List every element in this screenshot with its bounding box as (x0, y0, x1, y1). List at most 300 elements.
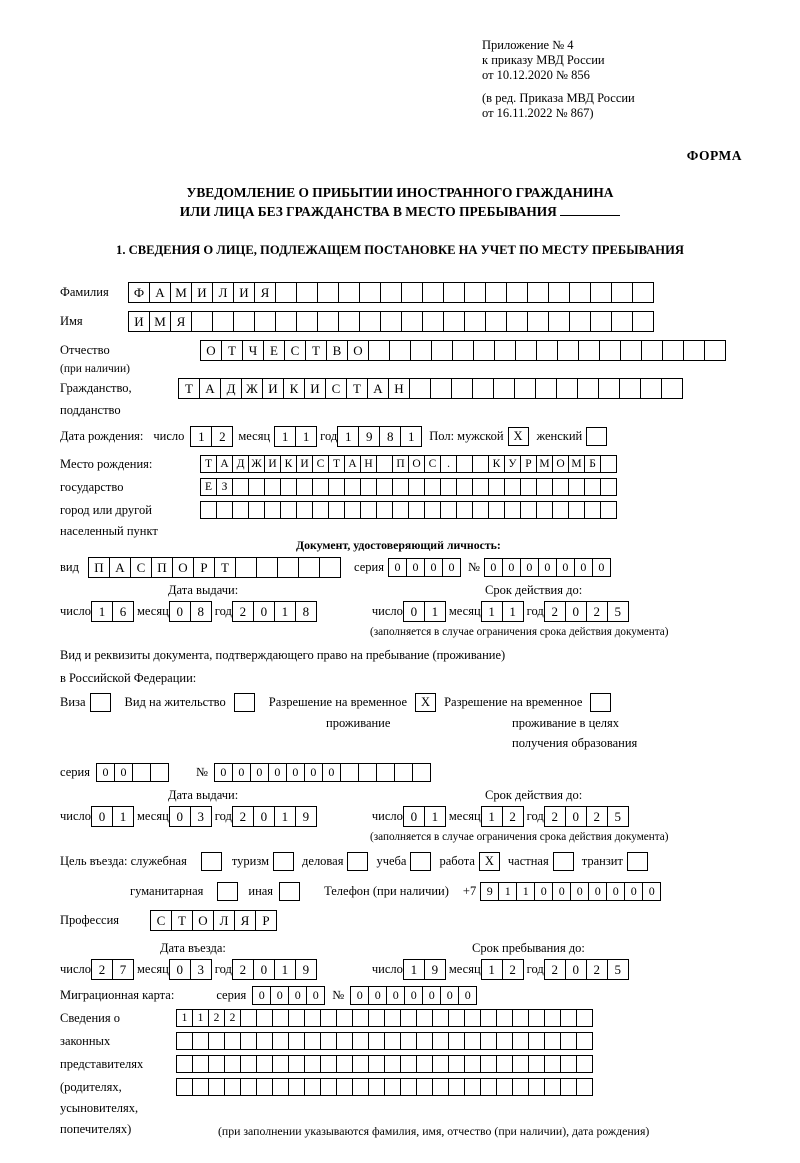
form-cell[interactable] (560, 1009, 577, 1027)
doc-valid-year-cells[interactable] (544, 601, 628, 622)
form-cell[interactable]: 2 (211, 426, 233, 447)
form-cell[interactable] (304, 1032, 321, 1050)
legal-rep-row-1[interactable] (176, 1009, 592, 1027)
form-cell[interactable] (368, 340, 390, 361)
form-cell[interactable] (191, 311, 213, 332)
form-cell[interactable]: 0 (520, 558, 539, 577)
form-cell[interactable] (544, 1032, 561, 1050)
purpose-transit-box[interactable] (627, 852, 648, 871)
form-cell[interactable]: 1 (274, 959, 296, 980)
form-cell[interactable] (288, 1009, 305, 1027)
residence-permit-box[interactable] (234, 693, 255, 712)
stay-series-cells[interactable] (96, 763, 168, 782)
form-cell[interactable] (424, 478, 441, 496)
form-cell[interactable] (632, 311, 654, 332)
form-cell[interactable] (504, 478, 521, 496)
form-cell[interactable] (256, 1078, 273, 1096)
form-cell[interactable]: 2 (586, 806, 608, 827)
form-cell[interactable] (224, 1078, 241, 1096)
purpose-humanitarian-box[interactable] (217, 882, 238, 901)
form-cell[interactable] (569, 311, 591, 332)
form-cell[interactable] (150, 763, 169, 782)
form-cell[interactable] (632, 282, 654, 303)
form-cell[interactable]: 0 (404, 986, 423, 1005)
form-cell[interactable] (400, 1009, 417, 1027)
form-cell[interactable]: 2 (502, 959, 524, 980)
form-cell[interactable]: 1 (403, 959, 425, 980)
form-cell[interactable] (216, 501, 233, 519)
form-cell[interactable]: 0 (538, 558, 557, 577)
form-cell[interactable]: Ч (242, 340, 264, 361)
form-cell[interactable] (256, 1009, 273, 1027)
form-cell[interactable]: 1 (274, 806, 296, 827)
form-cell[interactable] (176, 1032, 193, 1050)
form-cell[interactable]: И (304, 378, 326, 399)
form-cell[interactable] (600, 455, 617, 473)
form-cell[interactable] (512, 1078, 529, 1096)
form-cell[interactable] (576, 1078, 593, 1096)
form-cell[interactable] (496, 1055, 513, 1073)
form-cell[interactable] (408, 501, 425, 519)
form-cell[interactable]: К (488, 455, 505, 473)
form-cell[interactable]: С (424, 455, 441, 473)
form-cell[interactable]: И (264, 455, 281, 473)
form-cell[interactable] (368, 1032, 385, 1050)
purpose-service-box[interactable] (201, 852, 222, 871)
form-cell[interactable] (240, 1055, 257, 1073)
form-cell[interactable] (320, 1032, 337, 1050)
form-cell[interactable] (432, 1055, 449, 1073)
form-cell[interactable] (584, 501, 601, 519)
form-cell[interactable] (512, 1032, 529, 1050)
form-cell[interactable] (380, 311, 402, 332)
form-cell[interactable] (376, 501, 393, 519)
form-cell[interactable] (611, 282, 633, 303)
form-cell[interactable]: П (88, 557, 110, 578)
form-cell[interactable] (600, 478, 617, 496)
form-cell[interactable] (392, 501, 409, 519)
form-cell[interactable] (590, 282, 612, 303)
patronymic-cells[interactable] (200, 340, 725, 361)
form-cell[interactable]: Т (178, 378, 200, 399)
visa-box[interactable] (90, 693, 111, 712)
form-cell[interactable]: О (172, 557, 194, 578)
form-cell[interactable]: 0 (458, 986, 477, 1005)
legal-rep-row-3[interactable] (176, 1055, 592, 1073)
form-cell[interactable] (430, 378, 452, 399)
form-cell[interactable] (359, 282, 381, 303)
form-cell[interactable]: 0 (250, 763, 269, 782)
form-cell[interactable]: Е (200, 478, 217, 496)
form-cell[interactable]: 8 (379, 426, 401, 447)
form-cell[interactable]: 0 (556, 558, 575, 577)
form-cell[interactable] (456, 501, 473, 519)
form-cell[interactable] (422, 311, 444, 332)
form-cell[interactable]: 0 (565, 601, 587, 622)
form-cell[interactable]: С (325, 378, 347, 399)
form-cell[interactable]: Р (193, 557, 215, 578)
form-cell[interactable]: 1 (502, 601, 524, 622)
form-cell[interactable] (480, 1078, 497, 1096)
form-cell[interactable] (401, 282, 423, 303)
form-cell[interactable] (232, 501, 249, 519)
stay-valid-day-cells[interactable] (403, 806, 445, 827)
form-cell[interactable] (535, 378, 557, 399)
form-cell[interactable] (304, 1078, 321, 1096)
form-cell[interactable] (408, 478, 425, 496)
form-cell[interactable]: Т (171, 910, 193, 931)
form-cell[interactable] (464, 1032, 481, 1050)
form-cell[interactable]: Ж (241, 378, 263, 399)
form-cell[interactable] (443, 311, 465, 332)
form-cell[interactable]: 0 (286, 763, 305, 782)
form-cell[interactable] (317, 282, 339, 303)
form-cell[interactable]: 3 (190, 959, 212, 980)
citizenship-cells[interactable] (178, 378, 682, 399)
mc-number-cells[interactable] (350, 986, 476, 1005)
form-cell[interactable]: . (440, 455, 457, 473)
form-cell[interactable]: 3 (190, 806, 212, 827)
form-cell[interactable] (520, 478, 537, 496)
form-cell[interactable] (548, 282, 570, 303)
form-cell[interactable] (208, 1032, 225, 1050)
form-cell[interactable] (472, 501, 489, 519)
form-cell[interactable] (464, 1009, 481, 1027)
form-cell[interactable]: 2 (232, 601, 254, 622)
form-cell[interactable] (320, 1078, 337, 1096)
doc-kind-cells[interactable] (88, 557, 340, 578)
form-cell[interactable] (448, 1009, 465, 1027)
form-cell[interactable] (568, 501, 585, 519)
purpose-private-box[interactable] (553, 852, 574, 871)
form-cell[interactable] (536, 501, 553, 519)
form-cell[interactable] (275, 282, 297, 303)
form-cell[interactable] (560, 1032, 577, 1050)
form-cell[interactable] (544, 1009, 561, 1027)
form-cell[interactable] (440, 501, 457, 519)
sex-male-box[interactable]: X (508, 427, 529, 446)
form-cell[interactable] (485, 282, 507, 303)
form-cell[interactable] (704, 340, 726, 361)
form-cell[interactable]: М (170, 282, 192, 303)
form-cell[interactable]: С (312, 455, 329, 473)
form-cell[interactable] (496, 1032, 513, 1050)
form-cell[interactable]: Б (584, 455, 601, 473)
form-cell[interactable]: 0 (304, 763, 323, 782)
form-cell[interactable] (384, 1009, 401, 1027)
form-cell[interactable] (400, 1078, 417, 1096)
form-cell[interactable]: С (130, 557, 152, 578)
form-cell[interactable]: О (200, 340, 222, 361)
form-cell[interactable] (344, 501, 361, 519)
form-cell[interactable] (488, 478, 505, 496)
form-cell[interactable]: С (150, 910, 172, 931)
form-cell[interactable] (280, 501, 297, 519)
form-cell[interactable] (338, 282, 360, 303)
form-cell[interactable]: 2 (544, 959, 566, 980)
form-cell[interactable] (240, 1078, 257, 1096)
form-cell[interactable] (472, 455, 489, 473)
profession-cells[interactable] (150, 910, 276, 931)
form-cell[interactable]: 0 (565, 959, 587, 980)
form-cell[interactable]: Ф (128, 282, 150, 303)
form-cell[interactable] (132, 763, 151, 782)
form-cell[interactable] (544, 1055, 561, 1073)
form-cell[interactable] (288, 1078, 305, 1096)
form-cell[interactable] (560, 1078, 577, 1096)
form-cell[interactable]: 0 (642, 882, 661, 901)
form-cell[interactable]: 0 (574, 558, 593, 577)
form-cell[interactable]: М (568, 455, 585, 473)
form-cell[interactable] (359, 311, 381, 332)
form-cell[interactable]: 0 (253, 806, 275, 827)
form-cell[interactable]: 0 (91, 806, 113, 827)
form-cell[interactable] (208, 1055, 225, 1073)
form-cell[interactable]: 6 (112, 601, 134, 622)
entry-year-cells[interactable] (232, 959, 316, 980)
form-cell[interactable]: 0 (368, 986, 387, 1005)
form-cell[interactable]: К (280, 455, 297, 473)
form-cell[interactable] (448, 1078, 465, 1096)
doc-issue-month-cells[interactable] (169, 601, 211, 622)
form-cell[interactable] (232, 478, 249, 496)
form-cell[interactable]: 5 (607, 601, 629, 622)
form-cell[interactable]: 9 (358, 426, 380, 447)
form-cell[interactable]: 2 (502, 806, 524, 827)
stay-to-day-cells[interactable] (403, 959, 445, 980)
form-cell[interactable] (432, 1078, 449, 1096)
form-cell[interactable] (472, 378, 494, 399)
form-cell[interactable] (254, 311, 276, 332)
form-cell[interactable]: Я (254, 282, 276, 303)
form-cell[interactable]: 0 (624, 882, 643, 901)
form-cell[interactable] (400, 1032, 417, 1050)
form-cell[interactable] (368, 1055, 385, 1073)
form-cell[interactable]: 1 (516, 882, 535, 901)
birthplace-line1-cells[interactable] (200, 455, 616, 473)
birthplace-line2-cells[interactable] (200, 478, 616, 496)
form-cell[interactable] (401, 311, 423, 332)
form-cell[interactable] (548, 311, 570, 332)
form-cell[interactable] (416, 1032, 433, 1050)
form-cell[interactable]: М (536, 455, 553, 473)
form-cell[interactable]: 1 (481, 601, 503, 622)
form-cell[interactable] (233, 311, 255, 332)
form-cell[interactable] (384, 1032, 401, 1050)
form-cell[interactable]: 0 (96, 763, 115, 782)
form-cell[interactable] (212, 311, 234, 332)
form-cell[interactable] (576, 1009, 593, 1027)
form-cell[interactable] (256, 1032, 273, 1050)
form-cell[interactable] (480, 1009, 497, 1027)
form-cell[interactable] (440, 478, 457, 496)
form-cell[interactable] (192, 1055, 209, 1073)
form-cell[interactable] (485, 311, 507, 332)
form-cell[interactable] (264, 501, 281, 519)
form-cell[interactable] (264, 478, 281, 496)
form-cell[interactable]: 0 (114, 763, 133, 782)
form-cell[interactable]: Я (170, 311, 192, 332)
form-cell[interactable]: 0 (606, 882, 625, 901)
name-cells[interactable] (128, 311, 653, 332)
birth-day-cells[interactable] (190, 426, 232, 447)
form-cell[interactable]: 1 (498, 882, 517, 901)
form-cell[interactable] (240, 1009, 257, 1027)
doc-series-cells[interactable] (388, 558, 460, 577)
form-cell[interactable] (272, 1032, 289, 1050)
form-cell[interactable] (520, 501, 537, 519)
form-cell[interactable] (235, 557, 257, 578)
form-cell[interactable]: 0 (350, 986, 369, 1005)
form-cell[interactable] (590, 311, 612, 332)
form-cell[interactable] (556, 378, 578, 399)
form-cell[interactable]: 1 (337, 426, 359, 447)
form-cell[interactable] (431, 340, 453, 361)
doc-issue-year-cells[interactable] (232, 601, 316, 622)
form-cell[interactable] (683, 340, 705, 361)
form-cell[interactable] (200, 501, 217, 519)
form-cell[interactable]: 0 (406, 558, 425, 577)
form-cell[interactable] (288, 1032, 305, 1050)
form-cell[interactable] (224, 1055, 241, 1073)
form-cell[interactable] (528, 1009, 545, 1027)
form-cell[interactable] (338, 311, 360, 332)
form-cell[interactable]: П (151, 557, 173, 578)
form-cell[interactable] (488, 501, 505, 519)
form-cell[interactable] (256, 557, 278, 578)
form-cell[interactable] (394, 763, 413, 782)
form-cell[interactable]: Т (346, 378, 368, 399)
doc-issue-day-cells[interactable] (91, 601, 133, 622)
temp-residence-box[interactable]: X (415, 693, 436, 712)
form-cell[interactable]: 1 (400, 426, 422, 447)
form-cell[interactable]: 0 (214, 763, 233, 782)
form-cell[interactable]: 1 (424, 806, 446, 827)
form-cell[interactable]: Д (220, 378, 242, 399)
form-cell[interactable]: Р (520, 455, 537, 473)
form-cell[interactable] (443, 282, 465, 303)
birthplace-line3-cells[interactable] (200, 501, 616, 519)
form-cell[interactable] (512, 1009, 529, 1027)
form-cell[interactable]: И (296, 455, 313, 473)
surname-cells[interactable] (128, 282, 653, 303)
legal-rep-row-2[interactable] (176, 1032, 592, 1050)
form-cell[interactable] (473, 340, 495, 361)
form-cell[interactable] (176, 1078, 193, 1096)
form-cell[interactable]: М (149, 311, 171, 332)
form-cell[interactable] (584, 478, 601, 496)
stay-issue-day-cells[interactable] (91, 806, 133, 827)
form-cell[interactable]: И (262, 378, 284, 399)
form-cell[interactable]: Ж (248, 455, 265, 473)
form-cell[interactable]: Я (234, 910, 256, 931)
form-cell[interactable]: Р (255, 910, 277, 931)
form-cell[interactable]: 0 (253, 601, 275, 622)
form-cell[interactable] (662, 340, 684, 361)
form-cell[interactable] (352, 1078, 369, 1096)
form-cell[interactable] (598, 378, 620, 399)
form-cell[interactable] (620, 340, 642, 361)
form-cell[interactable]: 2 (232, 959, 254, 980)
form-cell[interactable] (528, 1055, 545, 1073)
form-cell[interactable] (376, 478, 393, 496)
form-cell[interactable]: 5 (607, 806, 629, 827)
stay-to-year-cells[interactable] (544, 959, 628, 980)
form-cell[interactable] (464, 282, 486, 303)
form-cell[interactable]: 0 (570, 882, 589, 901)
form-cell[interactable] (296, 282, 318, 303)
form-cell[interactable]: 2 (232, 806, 254, 827)
form-cell[interactable] (240, 1032, 257, 1050)
form-cell[interactable] (578, 340, 600, 361)
form-cell[interactable]: А (344, 455, 361, 473)
form-cell[interactable]: 0 (588, 882, 607, 901)
form-cell[interactable]: 9 (480, 882, 499, 901)
form-cell[interactable] (340, 763, 359, 782)
form-cell[interactable]: К (283, 378, 305, 399)
form-cell[interactable] (296, 501, 313, 519)
form-cell[interactable] (376, 763, 395, 782)
form-cell[interactable] (493, 378, 515, 399)
form-cell[interactable] (611, 311, 633, 332)
form-cell[interactable] (288, 1055, 305, 1073)
form-cell[interactable] (536, 478, 553, 496)
form-cell[interactable]: 0 (484, 558, 503, 577)
form-cell[interactable] (380, 282, 402, 303)
form-cell[interactable]: П (392, 455, 409, 473)
form-cell[interactable] (328, 478, 345, 496)
form-cell[interactable] (176, 1055, 193, 1073)
form-cell[interactable]: 5 (607, 959, 629, 980)
form-cell[interactable] (296, 478, 313, 496)
form-cell[interactable]: О (408, 455, 425, 473)
form-cell[interactable]: 1 (424, 601, 446, 622)
form-cell[interactable]: 0 (440, 986, 459, 1005)
form-cell[interactable] (368, 1078, 385, 1096)
purpose-tourism-box[interactable] (273, 852, 294, 871)
form-cell[interactable] (464, 311, 486, 332)
form-cell[interactable]: 1 (481, 959, 503, 980)
form-cell[interactable] (506, 282, 528, 303)
form-cell[interactable]: У (504, 455, 521, 473)
form-cell[interactable] (472, 478, 489, 496)
form-cell[interactable] (528, 1032, 545, 1050)
mc-series-cells[interactable] (252, 986, 324, 1005)
form-cell[interactable] (514, 378, 536, 399)
form-cell[interactable]: Т (305, 340, 327, 361)
form-cell[interactable]: С (284, 340, 306, 361)
form-cell[interactable] (352, 1032, 369, 1050)
form-cell[interactable] (544, 1078, 561, 1096)
form-cell[interactable]: 0 (534, 882, 553, 901)
form-cell[interactable] (424, 501, 441, 519)
form-cell[interactable] (552, 478, 569, 496)
form-cell[interactable] (320, 1009, 337, 1027)
form-cell[interactable] (376, 455, 393, 473)
form-cell[interactable]: 0 (288, 986, 307, 1005)
form-cell[interactable] (536, 340, 558, 361)
form-cell[interactable] (344, 478, 361, 496)
form-cell[interactable]: 2 (544, 806, 566, 827)
form-cell[interactable]: А (149, 282, 171, 303)
form-cell[interactable] (256, 1055, 273, 1073)
form-cell[interactable]: 1 (112, 806, 134, 827)
form-cell[interactable]: 1 (295, 426, 317, 447)
form-cell[interactable] (557, 340, 579, 361)
form-cell[interactable] (640, 378, 662, 399)
form-cell[interactable]: 0 (403, 806, 425, 827)
form-cell[interactable] (317, 311, 339, 332)
